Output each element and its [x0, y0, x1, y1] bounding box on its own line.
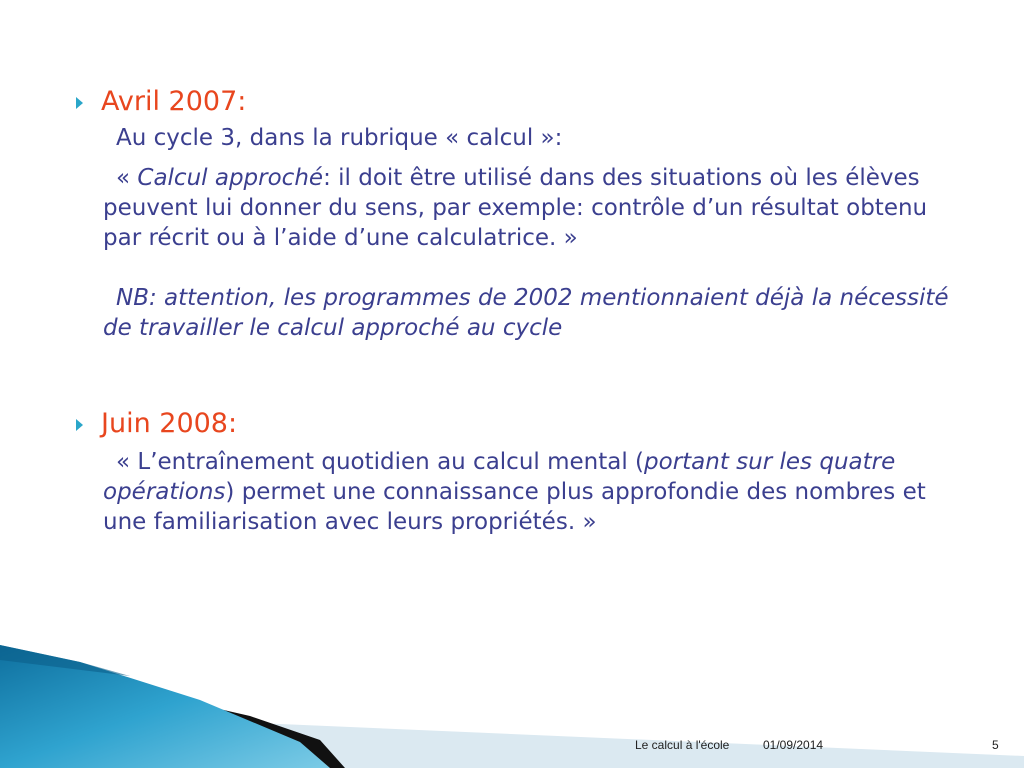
footer-date: 01/09/2014 [763, 738, 824, 752]
intro-text: Au cycle 3, dans la rubrique « calcul »: [116, 125, 563, 151]
section-title: Avril 2007: [101, 86, 247, 117]
quote-text: : il doit être utilisé dans des situations où les élèves peuvent lui donner du sens, par exemple: contrôle d’un résultat obtenu par récrit ou à l’aide d’une calculatrice. » [103, 165, 928, 251]
note-text: NB: attention, les programmes de 2002 mentionnaient déjà la nécessité de travailler le calcul approché au cycle [103, 285, 949, 341]
quote-emphasis: portant sur les quatre opérations [103, 449, 896, 505]
quote-text-start: « L’entraînement quotidien au calcul mental ( [116, 449, 645, 475]
section-title: Juin 2008: [101, 408, 238, 439]
footer-page-number: 5 [992, 738, 999, 752]
quote-open: « [116, 165, 138, 191]
quote-text-end: ) permet une connaissance plus approfondie des nombres et une familiarisation avec leurs propriétés. » [103, 479, 926, 535]
quote-emphasis: Calcul approché [137, 165, 324, 191]
footer-title: Le calcul à l'école [635, 738, 730, 752]
